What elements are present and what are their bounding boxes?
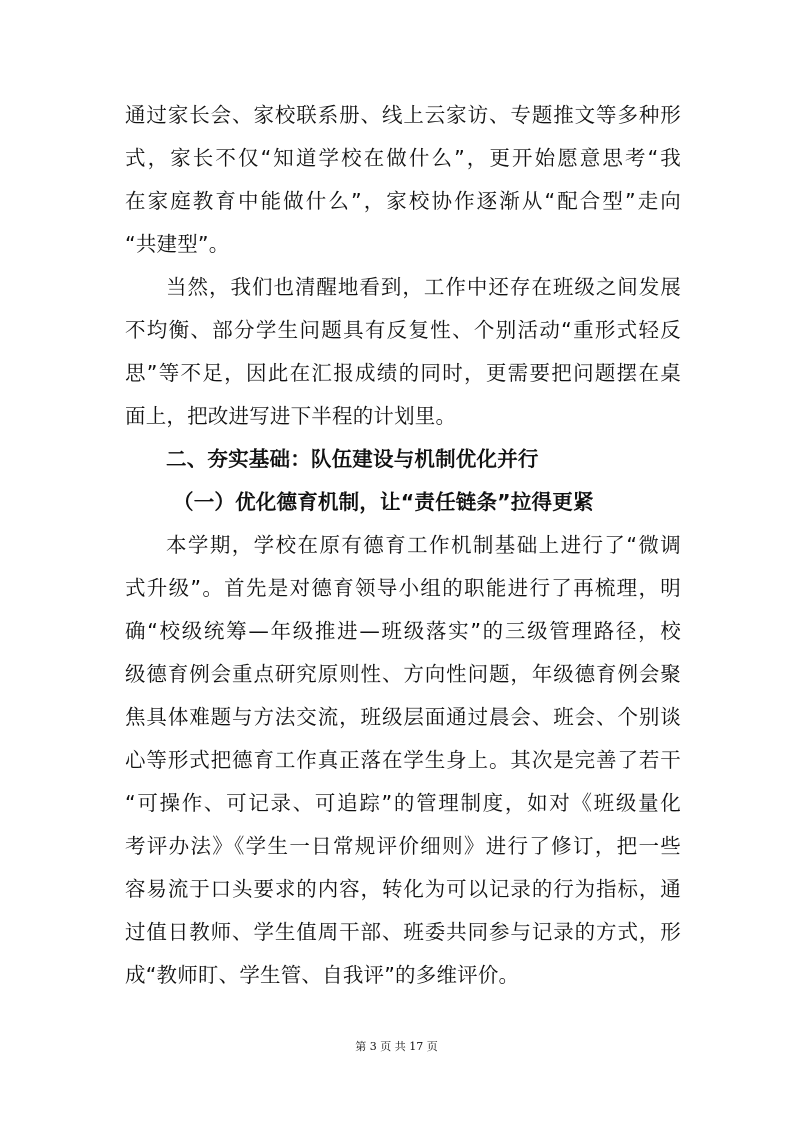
- paragraph-line: 当然，我们也清醒地看到，工作中还存在班级之间发展: [166, 275, 681, 299]
- paragraph-line: 心等形式把德育工作真正落在学生身上。其次是完善了若干: [125, 748, 681, 772]
- paragraph-line: “可操作、可记录、可追踪”的管理制度，如对《班级量化: [125, 791, 681, 815]
- paragraph-line: 面上，把改进写进下半程的计划里。: [125, 404, 457, 428]
- paragraph-line: 本学期，学校在原有德育工作机制基础上进行了“微调: [166, 533, 681, 557]
- paragraph-line: 过值日教师、学生值周干部、班委共同参与记录的方式，形: [125, 920, 681, 944]
- paragraph-line: 级德育例会重点研究原则性、方向性问题，年级德育例会聚: [125, 662, 681, 686]
- paragraph-line: 式，家长不仅“知道学校在做什么”，更开始愿意思考“我: [125, 146, 681, 170]
- paragraph-line: 容易流于口头要求的内容，转化为可以记录的行为指标，通: [125, 877, 681, 901]
- paragraph-line: 思”等不足，因此在汇报成绩的同时，更需要把问题摆在桌: [125, 361, 681, 385]
- page-number-footer: 第 3 页 共 17 页: [355, 1040, 438, 1053]
- paragraph-line: 式升级”。首先是对德育领导小组的职能进行了再梳理，明: [125, 576, 681, 600]
- paragraph-line: 在家庭教育中能做什么”，家校协作逐渐从“配合型”走向: [125, 189, 681, 213]
- paragraph-line: 不均衡、部分学生问题具有反复性、个别活动“重形式轻反: [125, 318, 681, 342]
- paragraph-line: 确“校级统筹—年级推进—班级落实”的三级管理路径，校: [125, 619, 681, 643]
- paragraph-line: 焦具体难题与方法交流，班级层面通过晨会、班会、个别谈: [125, 705, 681, 729]
- paragraph-line: 成“教师盯、学生管、自我评”的多维评价。: [125, 963, 520, 987]
- paragraph-line: 考评办法》《学生一日常规评价细则》进行了修订，把一些: [125, 834, 681, 858]
- paragraph-line: “共建型”。: [125, 232, 230, 256]
- section-heading: 二、夯实基础：队伍建设与机制优化并行: [166, 447, 539, 471]
- subsection-heading: （一）优化德育机制，让“责任链条”拉得更紧: [173, 490, 594, 514]
- paragraph-line: 通过家长会、家校联系册、线上云家访、专题推文等多种形: [125, 103, 681, 127]
- document-body: [125, 94, 681, 997]
